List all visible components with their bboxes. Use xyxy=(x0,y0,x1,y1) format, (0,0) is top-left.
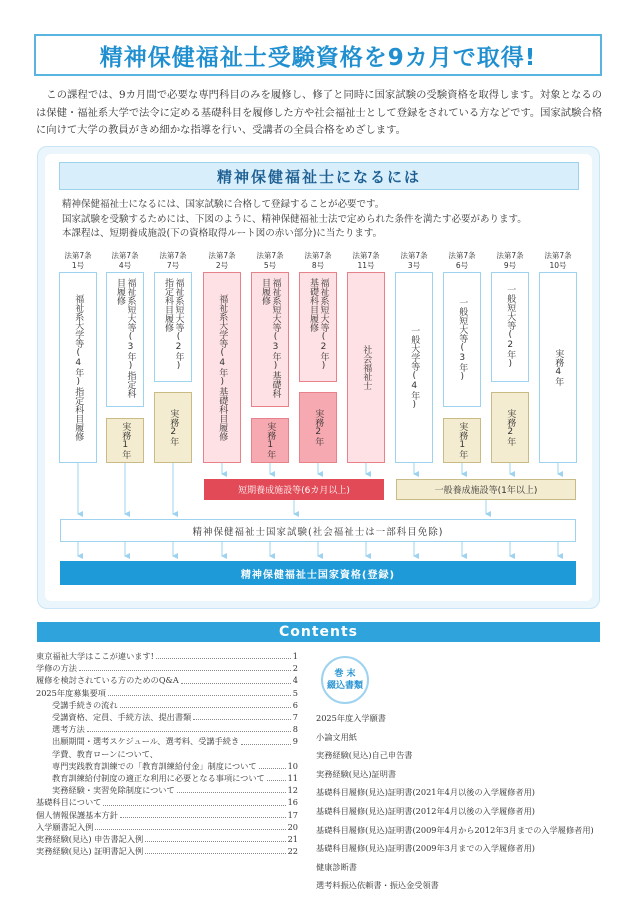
law-label: 法第7条 10号 xyxy=(544,251,572,270)
work-experience-box: 実務2年 xyxy=(299,392,337,463)
toc-item[interactable]: 受講資格、定員、手続方法、提出書類 7 xyxy=(52,712,298,723)
toc-item[interactable]: 実務経験(見込) 申告書記入例 21 xyxy=(36,834,298,845)
route-box-short-course: 福祉系大学等(4年)基礎科目履修 xyxy=(203,272,241,463)
toc-item[interactable]: 入学願書記入例 20 xyxy=(36,821,298,832)
contents-header: Contents xyxy=(37,622,600,642)
toc-item[interactable]: 学費、教育ローンについて、 xyxy=(52,748,158,759)
annex-item: 基礎科目履修(見込)証明書(2009年4月から2012年3月までの入学履修者用) xyxy=(316,824,594,835)
toc-item[interactable]: 専門実践教育訓練での「教育訓練給付金」制度について 10 xyxy=(52,760,298,771)
route-box: 福祉系短大等(2年)指定科目履修 xyxy=(154,272,192,382)
toc-item[interactable]: 学修の方法 2 xyxy=(36,663,298,674)
law-label: 法第7条 4号 xyxy=(111,251,139,270)
route-box-short-course: 社会福祉士 xyxy=(347,272,385,463)
annex-document-list xyxy=(316,709,606,895)
work-experience-box: 実務2年 xyxy=(491,392,529,463)
route-box-short-course: 福祉系短大等(3年)基礎科目履修 xyxy=(251,272,289,407)
annex-item: 基礎科目履修(見込)証明書(2012年4月以後の入学履修者用) xyxy=(316,805,535,816)
work-experience-box: 実務1年 xyxy=(443,418,481,463)
law-label: 法第7条 3号 xyxy=(400,251,428,270)
law-label: 法第7条 2号 xyxy=(208,251,236,270)
table-of-contents xyxy=(36,650,298,857)
route-desc-line: 国家試験を受験するためには、下図のように、精神保健福祉士法で定められた条件を満たす必要があります。 xyxy=(62,213,527,225)
short-course-bar: 短期養成施設等(6カ月以上) xyxy=(204,479,384,500)
work-experience-box: 実務1年 xyxy=(106,418,144,463)
route-box: 福祉系大学等(4年)指定科目履修 xyxy=(59,272,97,463)
route-box: 実務4年 xyxy=(539,272,577,463)
national-exam-box: 精神保健福祉士国家試験(社会福祉士は一部科目免除) xyxy=(60,519,576,542)
law-label: 法第7条 8号 xyxy=(304,251,332,270)
route-title: 精神保健福祉士になるには xyxy=(59,162,579,190)
toc-item[interactable]: 基礎科目について 16 xyxy=(36,797,298,808)
toc-item[interactable]: 実務経験・実習免除制度について 12 xyxy=(52,785,298,796)
annex-item: 小論文用紙 xyxy=(316,731,357,742)
toc-item[interactable]: 実務経験(見込) 証明書記入例 22 xyxy=(36,846,298,857)
route-box: 一般大学等(4年) xyxy=(395,272,433,463)
route-box-short-course: 福祉系短大等(2年)基礎科目履修 xyxy=(299,272,337,382)
work-experience-box: 実務1年 xyxy=(251,418,289,463)
route-description xyxy=(62,198,582,242)
annex-item: 健康診断書 xyxy=(316,861,357,872)
annex-item: 2025年度入学願書 xyxy=(316,713,386,723)
law-label: 法第7条 11号 xyxy=(352,251,380,270)
annex-item: 実務経験(見込)自己申告書 xyxy=(316,750,413,761)
law-label: 法第7条 5号 xyxy=(256,251,284,270)
law-label: 法第7条 9号 xyxy=(496,251,524,270)
law-label: 法第7条 6号 xyxy=(448,251,476,270)
route-desc-line: 本課程は、短期養成施設(下の資格取得ルート図の赤い部分)に当たります。 xyxy=(62,228,383,239)
annex-item: 基礎科目履修(見込)証明書(2021年4月以後の入学履修者用) xyxy=(316,787,535,798)
qualification-box: 精神保健福祉士国家資格(登録) xyxy=(60,561,576,585)
annex-item: 基礎科目履修(見込)証明書(2009年3月までの入学履修者用) xyxy=(316,843,535,854)
route-box: 一般短大等(2年) xyxy=(491,272,529,382)
intro-text: この課程では、9カ月間で必要な専門科目のみを履修し、修了と同時に国家試験の受験資格を取得します。対象となるのは保健・福祉系大学で法令に定める基礎科目を履修した方や社会福祉士として登録をされている方などです。国家試験合格に向けて大学の教員がきめ細かな指導を行い、受講者の全員合格をめざします。 xyxy=(36,89,603,136)
toc-item[interactable]: 選考方法 8 xyxy=(52,724,298,735)
toc-item[interactable]: 2025年度募集要項 5 xyxy=(36,687,298,698)
work-experience-box: 実務2年 xyxy=(154,392,192,463)
route-desc-line: 精神保健福祉士になるには、国家試験に合格して登録することが必要です。 xyxy=(62,199,385,210)
toc-item[interactable]: 履修を検討されている方のためのQ&A 4 xyxy=(36,675,298,686)
toc-item[interactable]: 出願期間・選考スケジュール、選考料、受講手続き 9 xyxy=(52,736,298,747)
annex-item: 選考料振込依頼書・振込金受領書 xyxy=(316,880,439,891)
toc-item[interactable]: 教育訓練給付制度の適正な利用に必要となる事項について 11 xyxy=(52,773,298,784)
annex-item: 実務経験(見込)証明書 xyxy=(316,768,397,779)
main-title: 精神保健福祉士受験資格を9カ月で取得! xyxy=(34,34,602,76)
route-box: 一般短大等(3年) xyxy=(443,272,481,407)
law-label: 法第7条 1号 xyxy=(64,251,92,270)
annex-badge: 巻 末 綴込書類 xyxy=(321,656,369,704)
route-box: 福祉系短大等(3年)指定科目履修 xyxy=(106,272,144,407)
toc-item[interactable]: 個人情報保護基本方針 17 xyxy=(36,809,298,820)
general-course-bar: 一般養成施設等(1年以上) xyxy=(396,479,576,500)
toc-item[interactable]: 受講手続きの流れ 6 xyxy=(52,699,298,710)
toc-item[interactable]: 東京福祉大学はここが違います! 1 xyxy=(36,651,298,661)
law-label: 法第7条 7号 xyxy=(159,251,187,270)
